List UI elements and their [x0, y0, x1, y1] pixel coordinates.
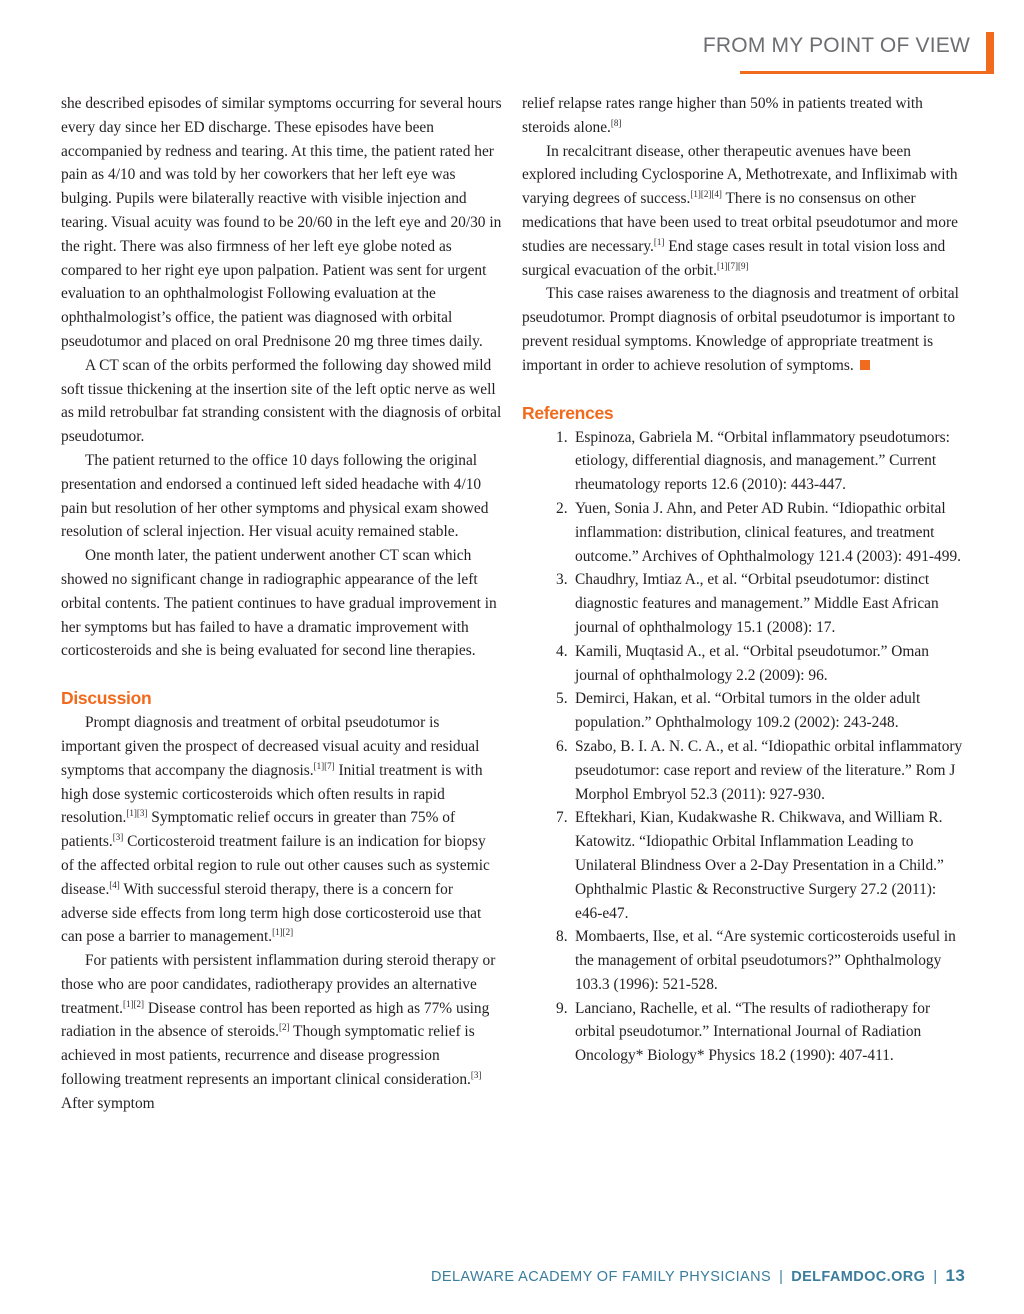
discussion-paragraph-2: For patients with persistent inflammation during steroid therapy or those who are poor candidates, radiotherapy provides an alternative treatment.[1][2] Disease control has been reported as high as 77% using radiation in the absence of steroids.[2] Though symptomatic relief is achieved in most patients, recurrence and disease progression following treatment represents an important clinical consideration.[3] After symptom — [61, 952, 496, 1112]
discussion-paragraph-4: In recalcitrant disease, other therapeutic avenues have been explored including Cyclosporine A, Methotrexate, and Infliximab with varying degrees of success.[1][2][4] There is no consensus on other medications that have been used to treat orbital pseudotumor and more studies are necessary.[1] End stage cases result in total vision loss and surgical evacuation of the orbit.[1][7][9] — [522, 142, 958, 279]
reference-item — [522, 997, 964, 1068]
references-list — [522, 426, 964, 1069]
reference-item — [522, 426, 964, 497]
section-header — [702, 32, 994, 74]
right-column — [522, 92, 964, 1068]
reference-number: 4. — [556, 642, 568, 660]
reference-number: 6. — [556, 737, 568, 755]
footer-website-link[interactable]: DELFAMDOC.ORG — [791, 1269, 926, 1285]
end-of-article-square-icon — [860, 360, 870, 370]
case-paragraph-1: she described episodes of similar symptoms occurring for several hours every day since her ED discharge. These episodes have been accompanied by redness and tearing. At this time, the patient rated her pain as 4/10 and was told by her coworkers that her left eye was bulging. Pupils were bilaterally reactive with visible injection and tearing. Visual acuity was found to be 20/60 in the left eye and 20/30 in the right. There was also firmness of her left eye globe noted as compared to her right eye upon palpation. Patient was sent for urgent evaluation to an ophthalmologist Following evaluation at the ophthalmologist’s office, the patient was diagnosed with orbital pseudotumor and placed on oral Prednisone 20 mg three times daily. — [61, 95, 502, 350]
citation: [3] — [470, 1070, 482, 1081]
reference-text: Kamili, Muqtasid A., et al. “Orbital pseudotumor.” Oman journal of ophthalmology 2.2 (2009): 96. — [575, 642, 929, 684]
reference-text: Lanciano, Rachelle, et al. “The results of radiotherapy for orbital pseudotumor.” International Journal of Radiation Oncology* Biology* Physics 18.2 (1990): 407-411. — [575, 999, 931, 1065]
reference-item — [522, 687, 964, 735]
discussion-paragraph-1: Prompt diagnosis and treatment of orbital pseudotumor is important given the prospect of decreased visual acuity and residual symptoms that accompany the diagnosis.[1][7] Initial treatment is with high dose systemic corticosteroids which often results in rapid resolution.[1][3] Symptomatic relief occurs in greater than 75% of patients.[3] Corticosteroid treatment failure is an indication for biopsy of the affected orbital region to rule out other causes such as systemic disease.[4] With successful steroid therapy, there is a concern for adverse side effects from long term high dose corticosteroid use that can pose a barrier to management.[1][2] — [61, 714, 490, 946]
footer-separator: | — [779, 1269, 784, 1285]
reference-item — [522, 640, 964, 688]
citation: [1][2] — [272, 927, 294, 938]
case-paragraph-4: One month later, the patient underwent another CT scan which showed no significant change in radiographic appearance of the left orbital contents. The patient continues to have gradual improvement in her symptoms but has failed to have a dramatic improvement with corticosteroids and she is being evaluated for second line therapies. — [61, 547, 497, 660]
citation: [1][2][4] — [690, 189, 722, 200]
reference-item — [522, 497, 964, 568]
reference-text: Demirci, Hakan, et al. “Orbital tumors in the older adult population.” Ophthalmology 109.2 (2002): 243-248. — [575, 690, 921, 732]
discussion-heading: Discussion — [61, 688, 152, 709]
references-heading: References — [522, 402, 614, 423]
reference-text: Mombaerts, Ilse, et al. “Are systemic corticosteroids useful in the management of orbital pseudotumors?” Ophthalmology 103.3 (1996): 521-528. — [575, 928, 956, 993]
case-paragraph-3: The patient returned to the office 10 days following the original presentation and endorsed a continued left sided headache with 4/10 pain but resolution of her other symptoms and physical exam showed resolution of scleral injection. Her visual acuity remained stable. — [61, 451, 489, 541]
reference-number: 3. — [556, 571, 568, 589]
citation: [8] — [610, 117, 622, 128]
reference-number: 7. — [556, 809, 568, 827]
citation: [1] — [653, 236, 665, 247]
reference-text: Szabo, B. I. A. N. C. A., et al. “Idiopathic orbital inflammatory pseudotumor: case report and review of the literature.” Rom J Morphol Embryol 52.3 (2011): 927-930. — [575, 737, 963, 803]
reference-item — [522, 806, 964, 925]
citation: [4] — [109, 879, 120, 890]
reference-number: 9. — [556, 999, 568, 1017]
reference-text: Yuen, Sonia J. Ahn, and Peter AD Rubin. “Idiopathic orbital inflammation: distribution, clinical features, and treatment outcome.” Archives of Ophthalmology 121.4 (2003): 491-499. — [575, 499, 961, 565]
footer-separator: | — [933, 1269, 938, 1285]
reference-number: 8. — [556, 928, 568, 946]
reference-number: 2. — [556, 499, 568, 517]
conclusion-paragraph: This case raises awareness to the diagnosis and treatment of orbital pseudotumor. Prompt diagnosis of orbital pseudotumor is important to prevent residual symptoms. Knowledge of appropriate treatment is important in order to achieve resolution of symptoms. — [522, 285, 959, 374]
reference-text: Eftekhari, Kian, Kudakwashe R. Chikwava, and William R. Katowitz. “Idiopathic Orbital Inflammation Leading to Unilateral Blindness Over a 2-Day Presentation in a Child.” Ophthalmic Plastic & Reconstructive Surgery 27.2 (2011): e46-e47. — [575, 809, 944, 922]
reference-number: 1. — [556, 428, 568, 446]
reference-item — [522, 925, 964, 996]
citation: [3] — [112, 832, 124, 843]
citation: [1][2] — [122, 998, 144, 1009]
left-column — [61, 92, 502, 1116]
reference-text: Chaudhry, Imtiaz A., et al. “Orbital pseudotumor: distinct diagnostic features and management.” Middle East African journal of ophthalmology 15.1 (2008): 17. — [575, 571, 939, 636]
discussion-paragraph-3: relief relapse rates range higher than 50% in patients treated with steroids alone.[8] — [522, 95, 923, 136]
citation: [1][7][9] — [717, 260, 749, 271]
citation: [2] — [278, 1022, 290, 1033]
case-paragraph-2: A CT scan of the orbits performed the following day showed mild soft tissue thickening at the insertion site of the left optic nerve as well as mild retrobulbar fat stranding consistent with the diagnosis of orbital pseudotumor. — [61, 356, 502, 446]
reference-item — [522, 735, 964, 806]
reference-item — [522, 568, 964, 639]
page-number: 13 — [945, 1266, 966, 1285]
reference-text: Espinoza, Gabriela M. “Orbital inflammatory pseudotumors: etiology, differential diagnosis, and management.” Current rheumatology reports 12.6 (2010): 443-447. — [575, 428, 950, 494]
footer-organization: DELAWARE ACADEMY OF FAMILY PHYSICIANS — [431, 1269, 772, 1285]
section-title: FROM MY POINT OF VIEW — [702, 34, 970, 57]
reference-number: 5. — [556, 690, 568, 708]
citation: [1][7] — [313, 760, 335, 771]
citation: [1][3] — [126, 808, 148, 819]
page-footer — [431, 1266, 965, 1286]
